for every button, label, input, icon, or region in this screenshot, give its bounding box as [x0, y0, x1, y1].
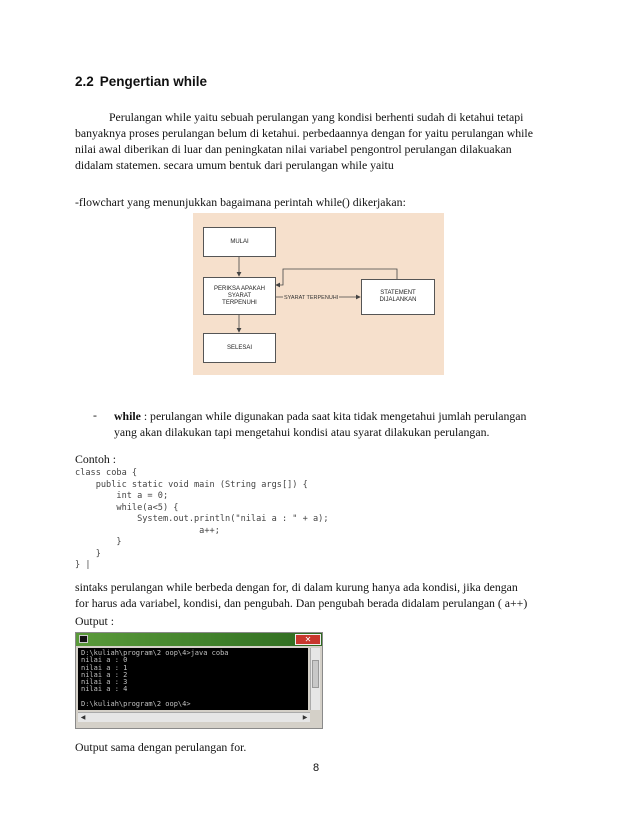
paragraph-line: banyaknya proses perulangan belum di ketahui. perbedaannya dengan for yaitu perulangan while: [75, 126, 533, 140]
flow-node-end: SELESAI: [203, 333, 276, 363]
flow-node-statement: [361, 279, 435, 315]
section-title: Pengertian while: [99, 74, 208, 89]
page-number: 8: [313, 762, 320, 774]
statement-line: DIJALANKAN: [379, 297, 417, 303]
section-heading: [75, 74, 207, 89]
code-line: public static void main (String args[]) {: [75, 479, 308, 490]
console-title-bar[interactable]: [76, 633, 322, 646]
paragraph-line: Perulangan while yaitu sebuah perulangan yang kondisi berhenti sudah di ketahui tetapi: [109, 110, 524, 124]
console-horizontal-scrollbar[interactable]: [78, 712, 310, 722]
code-line: System.out.println("nilai a : " + a);: [75, 514, 329, 524]
console-app-icon: [79, 635, 88, 643]
scroll-right-icon[interactable]: ▶: [302, 714, 308, 721]
code-line: }: [75, 537, 122, 547]
console-window: [75, 632, 323, 729]
condition-line: TERPENUHI: [222, 299, 257, 306]
code-sample: [75, 468, 329, 572]
console-line: nilai a : 3: [81, 678, 128, 687]
console-line: D:\kuliah\program\2 oop\4>java coba: [81, 649, 229, 657]
flow-node-start: MULAI: [203, 227, 276, 257]
output-note: Output sama dengan perulangan for.: [75, 740, 247, 754]
console-line: nilai a : 0: [81, 656, 128, 665]
bullet-while-definition: [114, 408, 526, 440]
flow-edge-label: SYARAT TERPENUHI: [284, 295, 339, 301]
code-line: } |: [75, 560, 91, 570]
flowchart-diagram: [193, 213, 444, 375]
bullet-keyword: while: [114, 409, 141, 423]
bullet-line: yang akan dilakukan tapi mengetahui kondisi atau syarat dilakukan perulangan.: [114, 425, 490, 439]
condition-line: PERIKSA APAKAH: [214, 285, 265, 292]
console-line: nilai a : 2: [81, 670, 128, 679]
output-label: Output :: [75, 614, 114, 628]
code-line: while(a<5) {: [75, 502, 179, 513]
statement-line: STATEMENT: [380, 290, 416, 296]
console-line: nilai a : 4: [81, 685, 128, 694]
example-label: Contoh :: [75, 452, 116, 466]
code-line: int a = 0;: [75, 491, 169, 501]
paragraph-line: nilai awal diberikan di luar dan peningkatan nilai variabel pengontrol perulangan dilakuakan: [75, 142, 512, 156]
code-line: class coba {: [75, 468, 138, 478]
condition-line: SYARAT: [227, 292, 252, 299]
intro-paragraph: [75, 109, 565, 173]
section-number: 2.2: [75, 74, 94, 89]
close-icon[interactable]: ✕: [295, 634, 321, 645]
code-line: a++;: [75, 525, 220, 536]
syntax-paragraph: [75, 579, 527, 611]
scrollbar-thumb[interactable]: [312, 660, 319, 688]
flow-node-condition: [203, 277, 276, 315]
paragraph-line: didalam statemen. secara umum bentuk dari perulangan while yaitu: [75, 158, 394, 172]
scroll-left-icon[interactable]: ◀: [80, 714, 86, 721]
bullet-marker: -: [93, 408, 97, 422]
flowchart-caption: -flowchart yang menunjukkan bagaimana perintah while() dikerjakan:: [75, 195, 406, 209]
paragraph-line: for harus ada variabel, kondisi, dan pengubah. Dan pengubah berada didalam perulangan ( a++): [75, 596, 528, 610]
console-line: nilai a : 1: [81, 663, 128, 672]
console-line: D:\kuliah\program\2 oop\4>: [81, 700, 191, 709]
paragraph-line: sintaks perulangan while berbeda dengan for, di dalam kurung hanya ada kondisi, jika dengan: [75, 580, 518, 594]
console-vertical-scrollbar[interactable]: [310, 648, 320, 710]
code-line: }: [75, 548, 101, 559]
console-output: [78, 648, 308, 710]
bullet-line: : perulangan while digunakan pada saat kita tidak mengetahui jumlah perulangan: [140, 409, 527, 423]
